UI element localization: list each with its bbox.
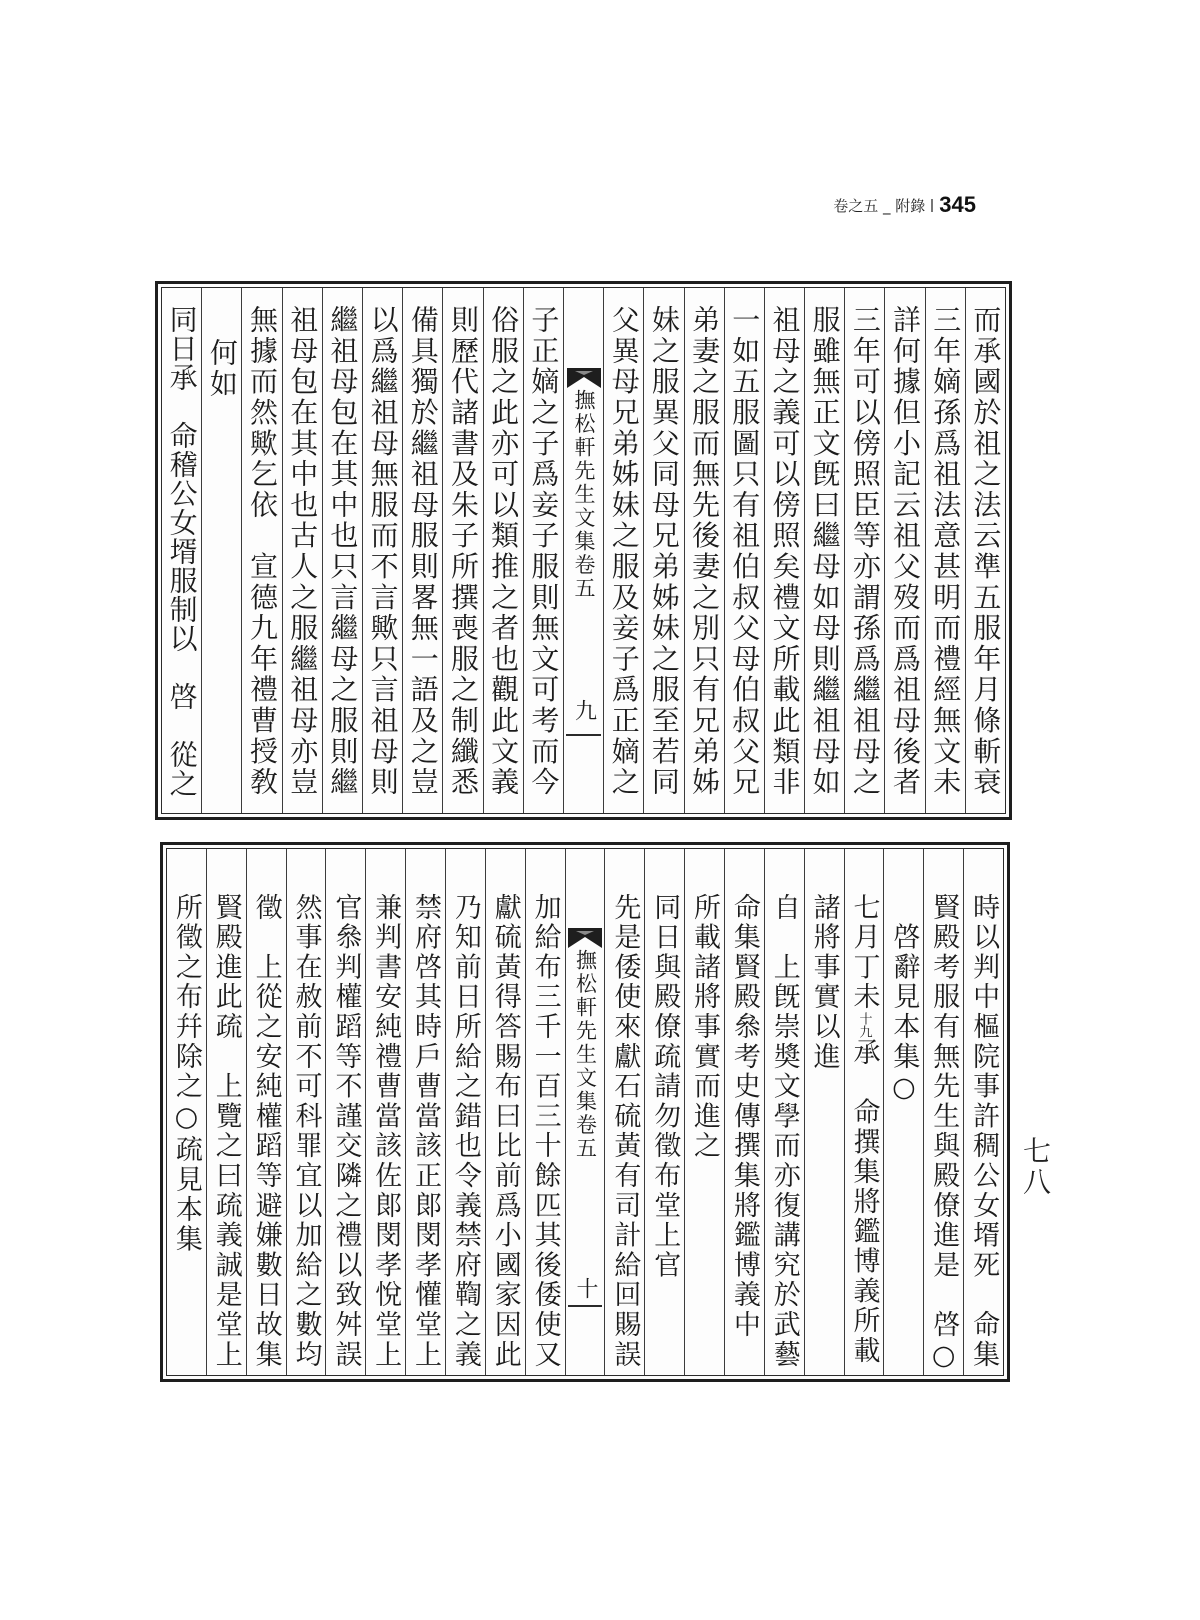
column-text: 無據而然歟乞依 宣德九年禮曹授敎 <box>246 305 280 798</box>
text-column <box>202 288 242 813</box>
text-column <box>605 849 645 1375</box>
text-column <box>446 849 486 1375</box>
text-column <box>283 288 323 813</box>
column-text: 三年可以傍照臣等亦謂孫爲繼祖母之 <box>848 305 882 798</box>
column-text: 啓辭見本集○ <box>888 893 920 1106</box>
column-text: 賢殿進此疏 上覽之曰疏義誠是堂上 <box>210 893 242 1370</box>
column-text: 徵 上從之安純權蹈等避嫌數日故集 <box>250 893 282 1370</box>
text-column <box>242 288 282 813</box>
text-column <box>247 849 287 1375</box>
column-text: 則歷代諸書及朱子所撰喪服之制纖悉 <box>446 305 480 798</box>
text-column <box>725 288 765 813</box>
column-text <box>848 893 880 1367</box>
text-column <box>604 288 644 813</box>
text-column <box>845 849 885 1375</box>
running-header <box>780 191 976 219</box>
column-text: 而承國於祖之法云準五服年月條斬衰 <box>969 305 1003 798</box>
column-text: 父異母兄弟姊妹之服及妾子爲正嫡之 <box>607 305 641 798</box>
leaf-number: 九 <box>571 699 597 721</box>
column-grid <box>161 287 1006 814</box>
text-column <box>443 288 483 813</box>
banxin-rule <box>568 1305 603 1307</box>
column-text: 乃知前日所給之錯也令義禁府鞫之義 <box>449 893 481 1370</box>
column-text: 然事在赦前不可科罪宜以加給之數均 <box>290 893 322 1370</box>
fish-tail-mark <box>567 368 601 388</box>
page-number: 345 <box>939 192 976 217</box>
column-text: 自 上旣崇奬文學而亦復講究於武藝 <box>768 893 800 1370</box>
text-column <box>403 288 443 813</box>
text-column <box>366 849 406 1375</box>
column-text: 時以判中樞院事許稠公女壻死 命集 <box>968 893 1000 1370</box>
text-column <box>884 849 924 1375</box>
text-column <box>966 288 1005 813</box>
column-text: 子正嫡之子爲妾子服則無文可考而今 <box>527 305 561 798</box>
text-column <box>645 849 685 1375</box>
column-text: 諸將事實以進 <box>808 893 840 1072</box>
column-text: 命集賢殿叅考史傳撰集將鑑博義中 <box>728 893 760 1340</box>
column-text: 何如 <box>205 338 239 400</box>
column-text-segment: 承 命撰集將鑑博義所載 <box>848 1038 880 1367</box>
column-text: 弟妻之服而無先後妻之別只有兄弟姊 <box>688 305 722 798</box>
text-column <box>524 288 564 813</box>
text-column <box>964 849 1003 1375</box>
interlinear-note: 十九 <box>856 1012 872 1039</box>
text-column <box>765 849 805 1375</box>
column-text: 備具獨於繼祖母服則畧無一語及之豈 <box>406 305 440 798</box>
column-grid <box>166 848 1004 1376</box>
column-text: 詳何據但小記云祖父歿而爲祖母後者 <box>889 305 923 798</box>
column-text: 祖母包在其中也古人之服繼祖母亦豈 <box>286 305 320 798</box>
column-text: 祖母之義可以傍照矣禮文所載此類非 <box>768 305 802 798</box>
banxin-title: 撫松軒先生文集卷五 <box>572 389 597 601</box>
text-column <box>805 849 845 1375</box>
text-column <box>363 288 403 813</box>
text-column <box>287 849 327 1375</box>
fish-tail-mark <box>568 928 602 948</box>
text-column <box>526 849 566 1375</box>
column-text: 加給布三千一百三十餘匹其後倭使又 <box>529 893 561 1370</box>
margin-folio: 七八 <box>1019 1136 1052 1198</box>
column-text: 賢殿考服有無先生與殿僚進是 啓○ <box>928 893 960 1374</box>
column-text: 禁府啓其時戶曹當該正郞閔孝懽堂上 <box>410 893 442 1370</box>
column-text: 官叅判權蹈等不謹交隣之禮以致舛誤 <box>330 893 362 1370</box>
column-text: 一如五服圖只有祖伯叔父母伯叔父兄 <box>728 305 762 798</box>
column-text: 以爲繼祖母無服而不言歟只言祖母則 <box>366 305 400 798</box>
column-text: 俗服之此亦可以類推之者也觀此文義 <box>487 305 521 798</box>
text-column <box>486 849 526 1375</box>
column-text: 獻硫黃得答賜布曰比前爲小國家因此 <box>489 893 521 1370</box>
text-column <box>644 288 684 813</box>
lower-woodblock-leaf <box>160 842 1010 1382</box>
text-column <box>167 849 207 1375</box>
section-title: 卷之五 _ 附錄 <box>833 196 926 215</box>
text-column <box>326 849 366 1375</box>
column-text: 兼判書安純禮曹當該佐郞閔孝悅堂上 <box>370 893 402 1370</box>
text-column <box>924 849 964 1375</box>
banxin-center-column <box>564 288 604 813</box>
column-text: 同日承 命稽公女壻服制以 啓 從之 <box>165 305 199 798</box>
text-column <box>885 288 925 813</box>
text-column <box>685 288 725 813</box>
text-column <box>725 849 765 1375</box>
banxin-rule <box>566 734 601 736</box>
column-text: 所載諸將事實而進之 <box>689 893 721 1162</box>
column-text: 服雖無正文旣曰繼母如母則繼祖母如 <box>808 305 842 798</box>
text-column <box>845 288 885 813</box>
leaf-number: 十 <box>572 1277 598 1299</box>
text-column <box>484 288 524 813</box>
text-column <box>805 288 845 813</box>
column-text: 妹之服異父同母兄弟姊妹之服至若同 <box>647 305 681 798</box>
banxin-title: 撫松軒先生文集卷五 <box>573 949 598 1161</box>
column-text: 三年嫡孫爲祖法意甚明而禮經無文未 <box>929 305 963 798</box>
column-text: 同日與殿僚疏請勿徵布堂上官 <box>649 893 681 1281</box>
column-text: 繼祖母包在其中也只言繼母之服則繼 <box>326 305 360 798</box>
text-column <box>926 288 966 813</box>
upper-woodblock-leaf <box>155 281 1012 820</box>
text-column <box>406 849 446 1375</box>
banxin-center-column <box>566 849 606 1375</box>
text-column <box>162 288 202 813</box>
text-column <box>685 849 725 1375</box>
column-text: 所徵之布幷除之○疏見本集 <box>170 893 202 1255</box>
text-column <box>765 288 805 813</box>
column-text-segment: 七月丁未 <box>848 893 880 1013</box>
text-column <box>207 849 247 1375</box>
text-column <box>323 288 363 813</box>
header-divider <box>931 199 933 212</box>
column-text: 先是倭使來獻石硫黃有司計給回賜誤 <box>609 893 641 1370</box>
